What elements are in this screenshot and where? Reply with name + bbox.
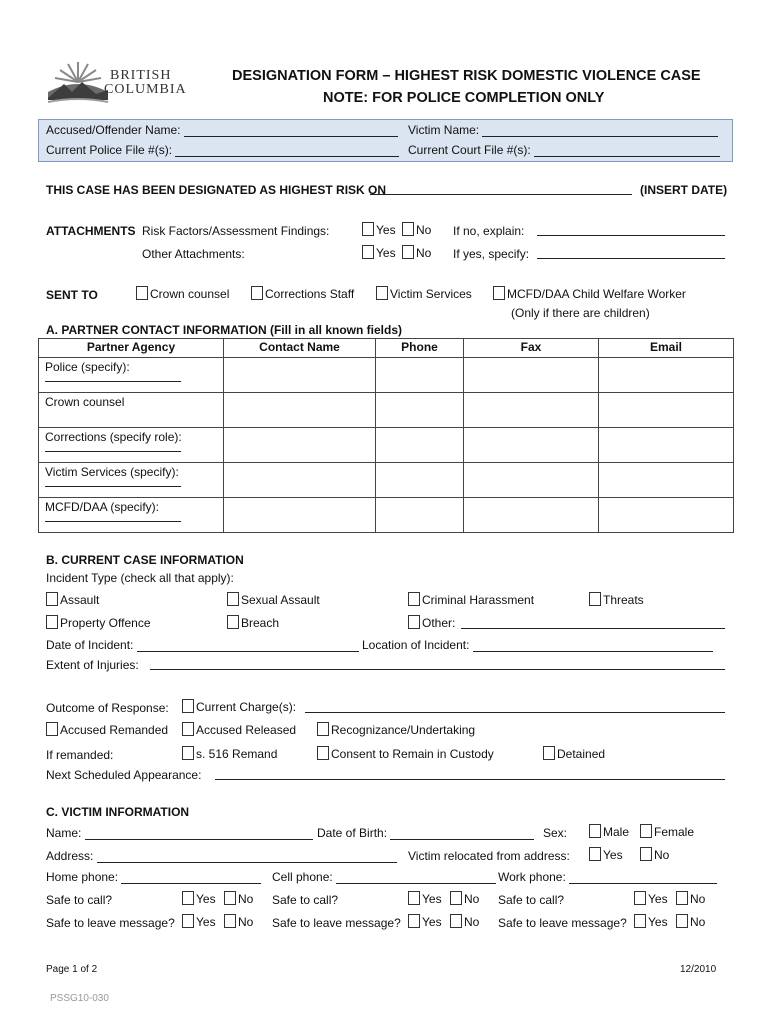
type-criminal-harassment-checkbox[interactable] [408, 592, 420, 606]
cell-msg-yes-checkbox[interactable] [408, 914, 420, 928]
fax-cell[interactable] [464, 498, 599, 533]
email-cell[interactable] [599, 498, 734, 533]
work-call-yes-option: Yes [634, 891, 668, 906]
accused-name-label: Accused/Offender Name: [46, 123, 181, 137]
court-file-label: Current Court File #(s): [408, 143, 531, 157]
sent-mcfd-option: MCFD/DAA Child Welfare Worker [493, 286, 686, 301]
remanded-option: Accused Remanded [46, 722, 168, 737]
location-row [362, 638, 713, 652]
work-msg-no-option: No [676, 914, 705, 929]
location-label: Location of Incident: [362, 638, 470, 652]
col-contact-name: Contact Name [224, 339, 376, 358]
home-phone-label: Home phone: [46, 870, 119, 884]
accused-name-field[interactable] [184, 125, 398, 137]
partner-contact-table [38, 338, 734, 533]
contact-cell[interactable] [224, 498, 376, 533]
fax-cell[interactable] [464, 393, 599, 428]
risk-yes-option: Yes [362, 222, 396, 237]
relocated-no-checkbox[interactable] [640, 847, 652, 861]
injuries-label: Extent of Injuries: [46, 658, 139, 672]
type-sexual-assault-option: Sexual Assault [227, 592, 320, 607]
s516-checkbox[interactable] [182, 746, 194, 760]
police-file-field[interactable] [175, 145, 399, 157]
sent-corrections-checkbox[interactable] [251, 286, 263, 300]
police-file-label: Current Police File #(s): [46, 143, 173, 157]
consent-option: Consent to Remain in Custody [317, 746, 494, 761]
released-option: Accused Released [182, 722, 296, 737]
work-msg-yes-option: Yes [634, 914, 668, 929]
page-number: Page 1 of 2 [46, 964, 98, 975]
designated-label: THIS CASE HAS BEEN DESIGNATED AS HIGHEST RISK ON [46, 183, 387, 197]
work-safe-msg-label: Safe to leave message? [498, 916, 627, 930]
if-no-label: If no, explain: [453, 224, 525, 238]
home-safe-call-label: Safe to call? [46, 893, 113, 907]
type-other-checkbox[interactable] [408, 615, 420, 629]
work-msg-yes-checkbox[interactable] [634, 914, 646, 928]
cell-msg-no-option: No [450, 914, 479, 929]
sent-victim-services-checkbox[interactable] [376, 286, 388, 300]
sent-crown-option: Crown counsel [136, 286, 229, 301]
victim-name-field[interactable] [482, 125, 718, 137]
cell-call-yes-option: Yes [408, 891, 442, 906]
s516-option: s. 516 Remand [182, 746, 277, 761]
address-row [46, 849, 397, 863]
email-cell[interactable] [599, 393, 734, 428]
risk-no-checkbox[interactable] [402, 222, 414, 236]
type-other-option: Other: [408, 615, 455, 630]
cell-call-no-option: No [450, 891, 479, 906]
type-assault-option: Assault [46, 592, 99, 607]
form-code: PSSG10-030 [50, 993, 109, 1004]
cell-call-yes-checkbox[interactable] [408, 891, 420, 905]
other-yes-option: Yes [362, 245, 396, 260]
type-threats-checkbox[interactable] [589, 592, 601, 606]
court-file-field[interactable] [534, 145, 720, 157]
type-property-option: Property Offence [46, 615, 151, 630]
type-criminal-harassment-option: Criminal Harassment [408, 592, 534, 607]
sent-crown-checkbox[interactable] [136, 286, 148, 300]
home-msg-no-option: No [224, 914, 253, 929]
cell-phone-row [272, 870, 496, 884]
form-title: DESIGNATION FORM – HIGHEST RISK DOMESTIC VIOLENCE CASE [232, 68, 701, 84]
victim-name-row [408, 123, 718, 137]
type-sexual-assault-checkbox[interactable] [227, 592, 239, 606]
male-option: Male [589, 824, 629, 839]
fax-cell[interactable] [464, 358, 599, 393]
dob-row [317, 826, 534, 840]
agency-cell-victim-services[interactable]: Victim Services (specify): [39, 463, 224, 498]
agency-cell-corrections[interactable]: Corrections (specify role): [39, 428, 224, 463]
table-row [39, 428, 734, 463]
sex-label: Sex: [543, 826, 568, 840]
home-msg-yes-checkbox[interactable] [182, 914, 194, 928]
sent-victim-services-option: Victim Services [376, 286, 472, 301]
female-checkbox[interactable] [640, 824, 652, 838]
agency-cell-crown[interactable]: Crown counsel [39, 393, 224, 428]
home-phone-row [46, 870, 261, 884]
recognizance-checkbox[interactable] [317, 722, 329, 736]
table-header-row [39, 339, 734, 358]
dob-field[interactable] [390, 828, 534, 840]
designated-date-field[interactable] [370, 183, 632, 195]
email-cell[interactable] [599, 428, 734, 463]
work-call-yes-checkbox[interactable] [634, 891, 646, 905]
attachments-heading: ATTACHMENTS [46, 224, 136, 238]
relocated-yes-checkbox[interactable] [589, 847, 601, 861]
if-yes-label: If yes, specify: [453, 247, 530, 261]
contact-cell[interactable] [224, 393, 376, 428]
home-phone-field[interactable] [121, 872, 261, 884]
col-fax: Fax [464, 339, 599, 358]
work-call-no-checkbox[interactable] [676, 891, 688, 905]
email-cell[interactable] [599, 463, 734, 498]
email-cell[interactable] [599, 358, 734, 393]
type-breach-option: Breach [227, 615, 279, 630]
risk-no-option: No [402, 222, 431, 237]
home-call-yes-option: Yes [182, 891, 216, 906]
police-file-row [46, 143, 399, 157]
injuries-field[interactable] [150, 658, 725, 670]
home-call-yes-checkbox[interactable] [182, 891, 194, 905]
table-row [39, 498, 734, 533]
sent-corrections-option: Corrections Staff [251, 286, 354, 301]
agency-cell-police[interactable]: Police (specify): [39, 358, 224, 393]
type-assault-checkbox[interactable] [46, 592, 58, 606]
type-property-checkbox[interactable] [46, 615, 58, 629]
other-no-checkbox[interactable] [402, 245, 414, 259]
section-c-heading: C. VICTIM INFORMATION [46, 805, 190, 819]
work-phone-row [498, 870, 717, 884]
charges-checkbox[interactable] [182, 699, 194, 713]
remanded-checkbox[interactable] [46, 722, 58, 736]
table-row [39, 463, 734, 498]
location-field[interactable] [473, 640, 713, 652]
detained-option: Detained [543, 746, 605, 761]
accused-name-row [46, 123, 398, 137]
work-phone-label: Work phone: [498, 870, 566, 884]
victim-name-label: Victim Name: [408, 123, 480, 137]
recognizance-option: Recognizance/Undertaking [317, 722, 475, 737]
victim-name-row-c [46, 826, 313, 840]
contact-cell[interactable] [224, 428, 376, 463]
released-checkbox[interactable] [182, 722, 194, 736]
bc-logo [36, 48, 192, 118]
court-file-row [408, 143, 720, 157]
cell-safe-call-label: Safe to call? [272, 893, 339, 907]
dob-label: Date of Birth: [317, 826, 388, 840]
home-safe-msg-label: Safe to leave message? [46, 916, 175, 930]
type-other-field[interactable] [461, 617, 725, 629]
section-a-heading: A. PARTNER CONTACT INFORMATION (Fill in all known fields) [46, 323, 402, 337]
work-phone-field[interactable] [569, 872, 717, 884]
phone-cell[interactable] [376, 498, 464, 533]
relocated-yes-option: Yes [589, 847, 623, 862]
col-email: Email [599, 339, 734, 358]
work-safe-call-label: Safe to call? [498, 893, 565, 907]
cell-phone-field[interactable] [336, 872, 496, 884]
home-call-no-option: No [224, 891, 253, 906]
fax-cell[interactable] [464, 463, 599, 498]
section-b-heading: B. CURRENT CASE INFORMATION [46, 553, 244, 567]
work-msg-no-checkbox[interactable] [676, 914, 688, 928]
cell-call-no-checkbox[interactable] [450, 891, 462, 905]
form-date: 12/2010 [680, 964, 717, 975]
home-msg-no-checkbox[interactable] [224, 914, 236, 928]
phone-cell[interactable] [376, 428, 464, 463]
cell-safe-msg-label: Safe to leave message? [272, 916, 401, 930]
other-attachments-label: Other Attachments: [142, 247, 245, 261]
contact-cell[interactable] [224, 358, 376, 393]
victim-name-c-field[interactable] [85, 828, 313, 840]
next-appearance-field[interactable] [215, 768, 725, 780]
type-threats-option: Threats [589, 592, 644, 607]
risk-factors-label: Risk Factors/Assessment Findings: [142, 224, 330, 238]
form-subtitle: NOTE: FOR POLICE COMPLETION ONLY [323, 90, 605, 106]
cell-msg-yes-option: Yes [408, 914, 442, 929]
cell-msg-no-checkbox[interactable] [450, 914, 462, 928]
date-incident-row [46, 638, 359, 652]
col-partner-agency: Partner Agency [39, 339, 224, 358]
table-row [39, 393, 734, 428]
phone-cell[interactable] [376, 358, 464, 393]
other-yes-checkbox[interactable] [362, 245, 374, 259]
male-checkbox[interactable] [589, 824, 601, 838]
cell-phone-label: Cell phone: [272, 870, 333, 884]
relocated-no-option: No [640, 847, 669, 862]
insert-date-label: (INSERT DATE) [640, 183, 728, 197]
address-field[interactable] [97, 851, 397, 863]
date-incident-field[interactable] [137, 640, 359, 652]
fax-cell[interactable] [464, 428, 599, 463]
logo-text-columbia: COLUMBIA [104, 82, 187, 97]
address-label: Address: [46, 849, 94, 863]
phone-cell[interactable] [376, 393, 464, 428]
col-phone: Phone [376, 339, 464, 358]
home-call-no-checkbox[interactable] [224, 891, 236, 905]
detained-checkbox[interactable] [543, 746, 555, 760]
risk-yes-checkbox[interactable] [362, 222, 374, 236]
sent-to-heading: SENT TO [46, 288, 98, 302]
if-remanded-label: If remanded: [46, 748, 114, 762]
table-row [39, 358, 734, 393]
victim-name-c-label: Name: [46, 826, 82, 840]
sent-mcfd-checkbox[interactable] [493, 286, 505, 300]
charges-option: Current Charge(s): [182, 699, 296, 714]
other-no-option: No [402, 245, 431, 260]
incident-type-label: Incident Type (check all that apply): [46, 571, 234, 585]
children-note: (Only if there are children) [511, 306, 650, 320]
logo-text-british: BRITISH [110, 68, 172, 83]
phone-cell[interactable] [376, 463, 464, 498]
if-no-field[interactable] [537, 224, 725, 236]
work-call-no-option: No [676, 891, 705, 906]
contact-cell[interactable] [224, 463, 376, 498]
home-msg-yes-option: Yes [182, 914, 216, 929]
outcome-label: Outcome of Response: [46, 701, 169, 715]
charges-field[interactable] [305, 701, 725, 713]
female-option: Female [640, 824, 694, 839]
relocated-label: Victim relocated from address: [408, 849, 570, 863]
if-yes-field[interactable] [537, 247, 725, 259]
date-incident-label: Date of Incident: [46, 638, 134, 652]
type-breach-checkbox[interactable] [227, 615, 239, 629]
agency-cell-mcfd[interactable]: MCFD/DAA (specify): [39, 498, 224, 533]
consent-checkbox[interactable] [317, 746, 329, 760]
next-appearance-label: Next Scheduled Appearance: [46, 768, 202, 782]
